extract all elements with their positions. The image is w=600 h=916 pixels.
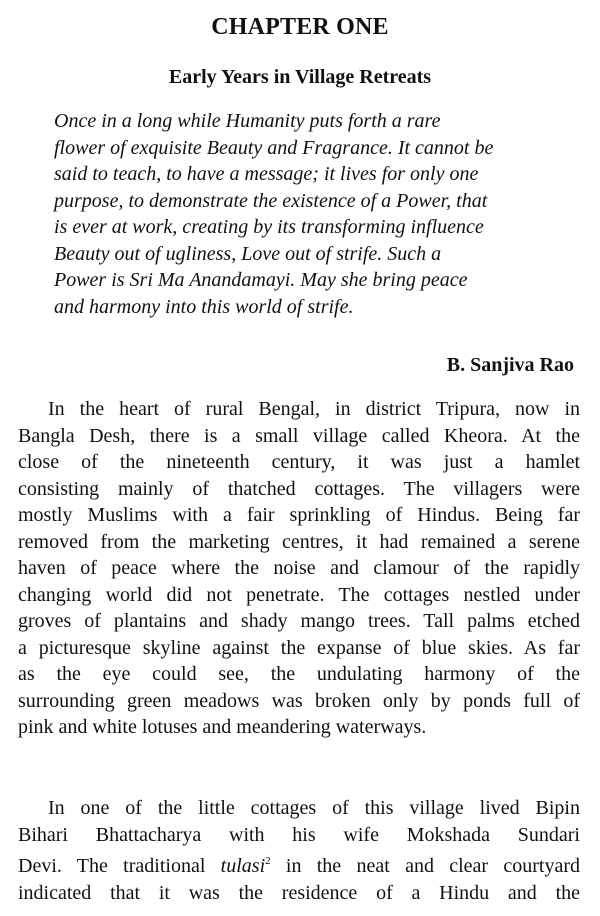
epigraph-attribution: B. Sanjiva Rao bbox=[446, 354, 574, 376]
paragraph-line bbox=[18, 848, 580, 880]
epigraph-line: flower of exquisite Beauty and Fragrance. It cannot be bbox=[54, 136, 494, 159]
epigraph-quote bbox=[54, 108, 574, 320]
epigraph-line: is ever at work, creating by its transforming influence bbox=[54, 216, 484, 238]
paragraph-line: a picturesque skyline against the expanse of blue skies. As far bbox=[18, 636, 580, 659]
paragraph-line: groves of plantains and shady mango trees. Tall palms etched bbox=[18, 610, 580, 632]
epigraph-line: Power is Sri Ma Anandamayi. May she bring peace bbox=[54, 269, 468, 291]
paragraph-line: haven of peace where the noise and clamour of the rapidly bbox=[18, 557, 580, 579]
text-run: in the neat and clear courtyard bbox=[270, 855, 580, 877]
chapter-title: CHAPTER ONE bbox=[211, 14, 389, 40]
italic-term: tulasi bbox=[220, 855, 266, 877]
body-paragraph-1 bbox=[18, 396, 580, 741]
paragraph-line: indicated that it was the residence of a Hindu and the bbox=[18, 881, 580, 904]
paragraph-line: In the heart of rural Bengal, in district Tripura, now in bbox=[48, 398, 580, 420]
paragraph-line: pink and white lotuses and meandering waterways. bbox=[18, 716, 427, 738]
paragraph-line: consisting mainly of thatched cottages. The villagers were bbox=[18, 477, 580, 500]
epigraph-line: and harmony into this world of strife. bbox=[54, 295, 354, 318]
paragraph-line: close of the nineteenth century, it was just a hamlet bbox=[18, 451, 580, 473]
paragraph-line: In one of the little cottages of this village lived Bipin bbox=[48, 797, 580, 819]
footnote-marker: 2 bbox=[265, 855, 271, 867]
paragraph-line: as the eye could see, the undulating harmony of the bbox=[18, 663, 580, 685]
epigraph-line: Beauty out of ugliness, Love out of strife. Such a bbox=[54, 242, 442, 265]
paragraph-line: mostly Muslims with a fair sprinkling of Hindus. Being far bbox=[18, 504, 580, 526]
body-paragraph-2 bbox=[18, 795, 580, 906]
paragraph-line: surrounding green meadows was broken only by ponds full of bbox=[18, 689, 580, 712]
epigraph-line: said to teach, to have a message; it lives for only one bbox=[54, 163, 479, 185]
paragraph-line: changing world did not penetrate. The cottages nestled under bbox=[18, 583, 580, 606]
chapter-subtitle: Early Years in Village Retreats bbox=[168, 66, 432, 88]
paragraph-line: Bangla Desh, there is a small village called Kheora. At the bbox=[18, 424, 580, 447]
epigraph-line: Once in a long while Humanity puts forth a rare bbox=[54, 110, 441, 132]
epigraph-line: purpose, to demonstrate the existence of a Power, that bbox=[54, 189, 488, 212]
paragraph-line: removed from the marketing centres, it had remained a serene bbox=[18, 530, 580, 553]
text-run: Devi. The traditional bbox=[18, 855, 221, 877]
paragraph-line: Bihari Bhattacharya with his wife Mokshada Sundari bbox=[18, 823, 580, 846]
